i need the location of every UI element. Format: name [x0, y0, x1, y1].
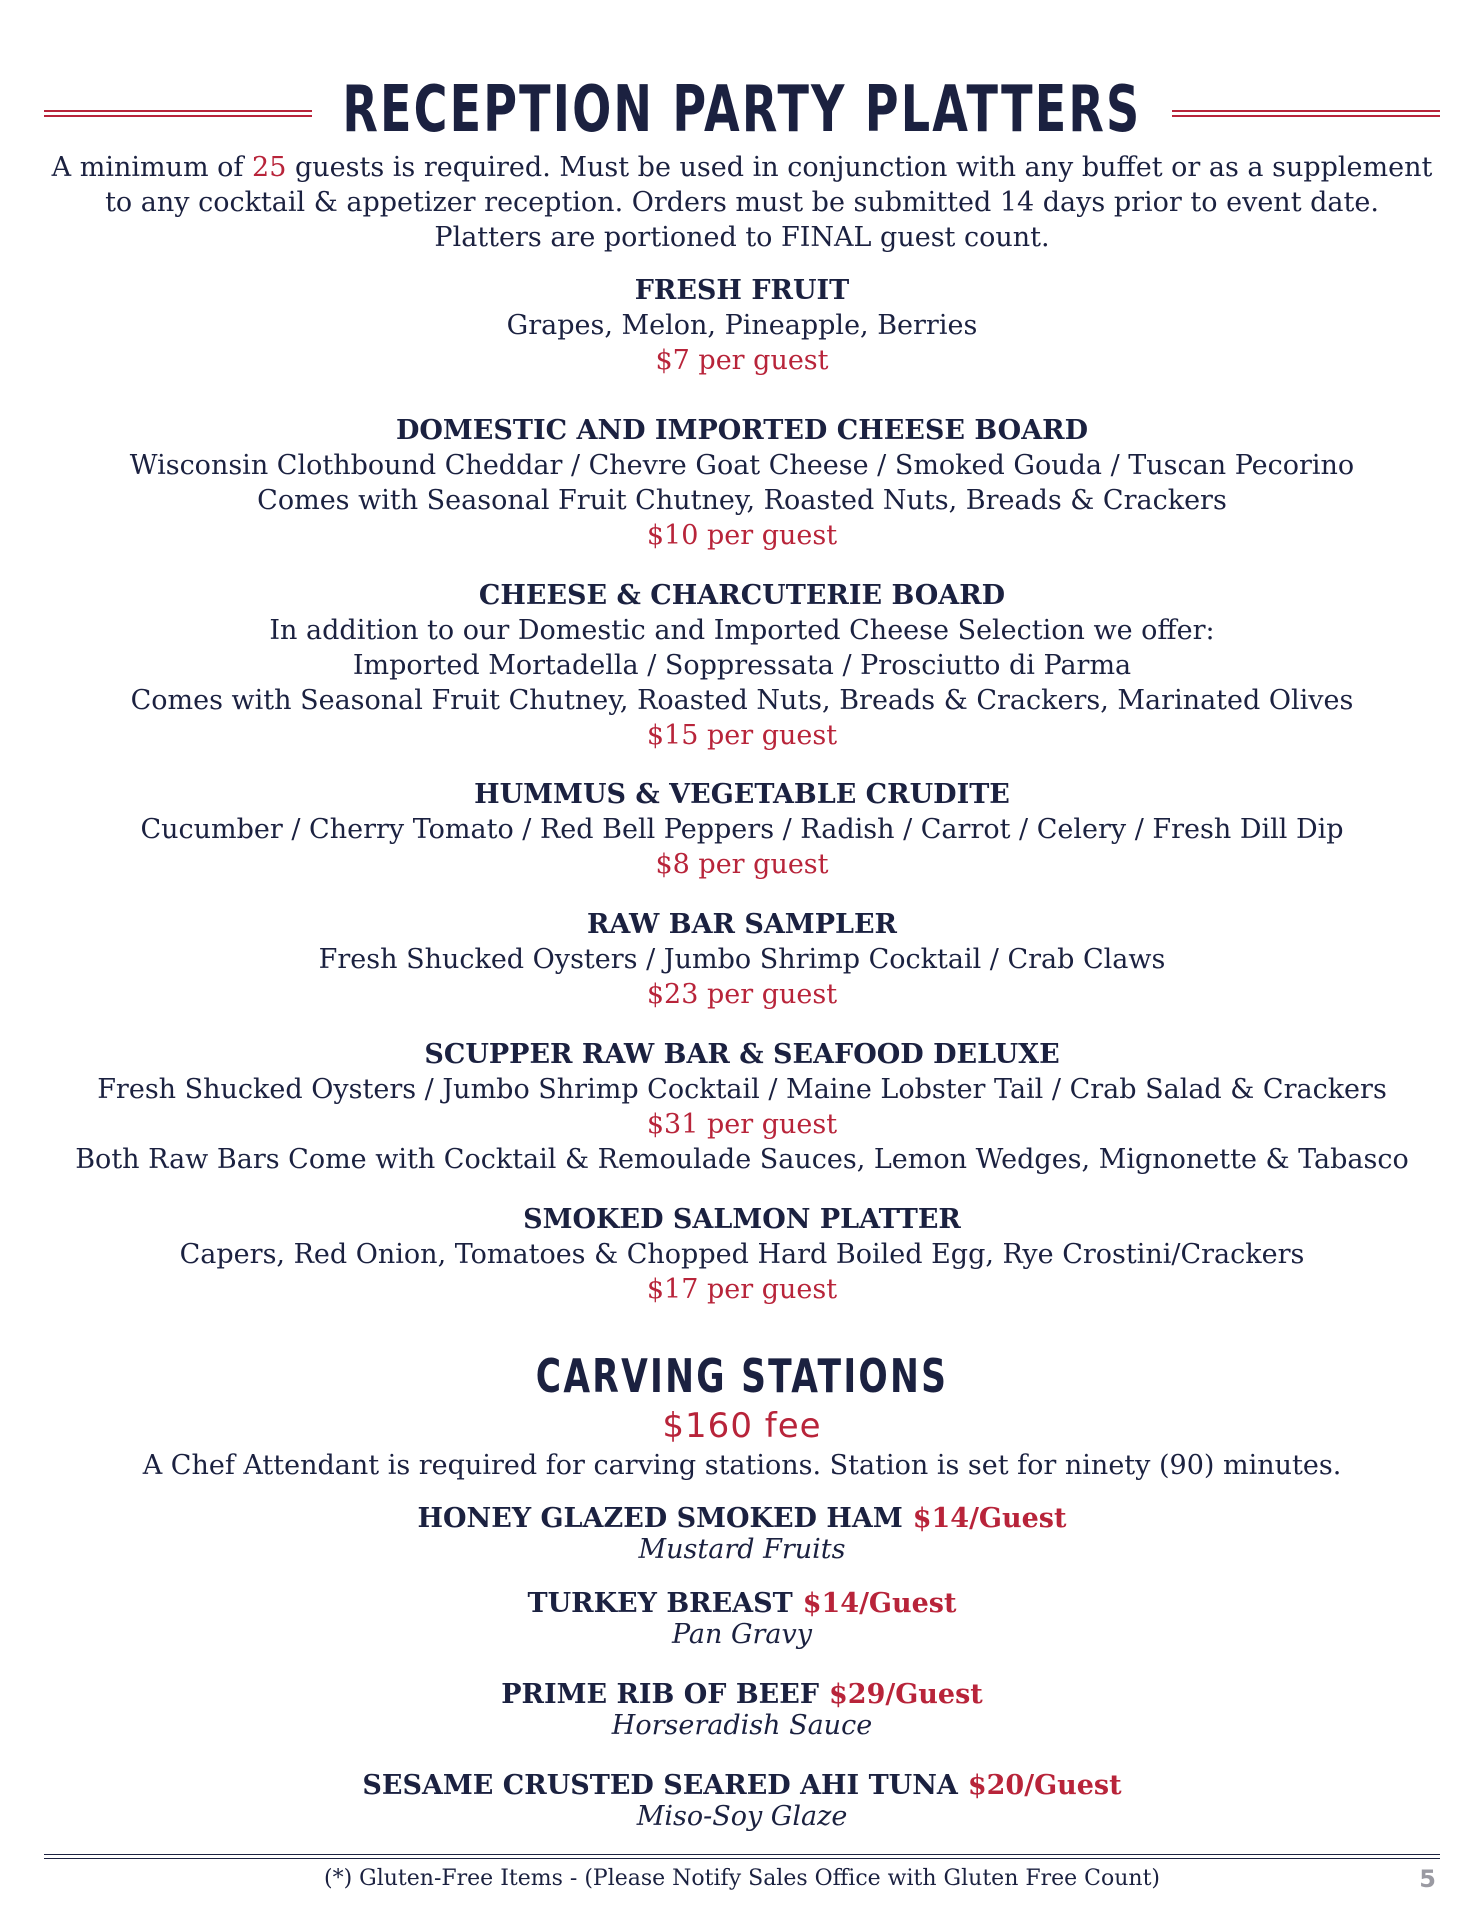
intro-line-2: to any cocktail & appetizer reception. Orders must be submitted 14 days prior to event date.	[105, 187, 1379, 218]
platter-price: $17 per guest	[646, 1274, 838, 1305]
page-header	[0, 70, 1484, 150]
raw-bar-note: Both Raw Bars Come with Cocktail & Remoulade Sauces, Lemon Wedges, Mignonette & Tabasco	[75, 1144, 1409, 1175]
header-rule-right	[1172, 110, 1440, 112]
platter-title: HUMMUS & VEGETABLE CRUDITE	[474, 779, 1010, 810]
footer-rule	[44, 1854, 1440, 1855]
carving-item-ahi-tuna	[40, 1770, 1444, 1832]
carving-item-name: SESAME CRUSTED SEARED AHI TUNA	[362, 1770, 958, 1801]
carving-item-accompaniment: Pan Gravy	[671, 1619, 813, 1650]
intro-line-1-pre: A minimum of	[51, 152, 253, 183]
carving-item-turkey	[40, 1588, 1444, 1650]
intro-line-1	[40, 150, 1444, 185]
platter-cheese-board	[40, 413, 1444, 553]
page-number: 5	[1419, 1865, 1436, 1893]
intro-text	[40, 150, 1444, 255]
intro-line-3: Platters are portioned to FINAL guest count.	[434, 222, 1050, 253]
platter-charcuterie-board	[40, 578, 1444, 753]
carving-item-accompaniment: Miso-Soy Glaze	[636, 1801, 848, 1832]
platter-title: RAW BAR SAMPLER	[586, 909, 897, 940]
platter-description: Fresh Shucked Oysters / Jumbo Shrimp Cocktail / Crab Claws	[318, 944, 1166, 975]
platter-description: Grapes, Melon, Pineapple, Berries	[506, 310, 978, 341]
carving-stations-title: CARVING STATIONS	[535, 1349, 949, 1403]
carving-item-name: TURKEY BREAST	[527, 1588, 793, 1619]
platter-price: $10 per guest	[646, 520, 838, 551]
minimum-guest-count: 25	[252, 152, 287, 183]
page-title: RECEPTION PARTY PLATTERS	[342, 73, 1142, 147]
carving-item-prime-rib	[40, 1679, 1444, 1741]
carving-fee: $160 fee	[662, 1406, 822, 1446]
platter-title: FRESH FRUIT	[634, 275, 850, 306]
carving-item-price: $14/Guest	[802, 1588, 957, 1619]
carving-item-name: HONEY GLAZED SMOKED HAM	[417, 1503, 903, 1534]
platter-description: Fresh Shucked Oysters / Jumbo Shrimp Cocktail / Maine Lobster Tail / Crab Salad & Crackers	[97, 1074, 1387, 1105]
carving-stations-header	[40, 1348, 1444, 1483]
platter-title: DOMESTIC AND IMPORTED CHEESE BOARD	[395, 415, 1089, 446]
platter-hummus-crudite	[40, 777, 1444, 882]
platter-description: Capers, Red Onion, Tomatoes & Chopped Hard Boiled Egg, Rye Crostini/Crackers	[179, 1239, 1305, 1270]
carving-item-accompaniment: Mustard Fruits	[638, 1534, 846, 1565]
carving-item-price: $29/Guest	[829, 1679, 983, 1710]
platter-title: CHEESE & CHARCUTERIE BOARD	[478, 580, 1006, 611]
platter-description: In addition to our Domestic and Imported Cheese Selection we offer:	[269, 615, 1215, 646]
platter-price: $31 per guest	[646, 1109, 838, 1140]
carving-item-title	[40, 1679, 1444, 1711]
carving-item-ham	[40, 1503, 1444, 1565]
platter-scupper-raw-bar	[40, 1037, 1444, 1177]
carving-item-price: $20/Guest	[967, 1770, 1122, 1801]
header-rule-left	[44, 110, 312, 112]
platter-title: SMOKED SALMON PLATTER	[523, 1204, 961, 1235]
carving-item-title	[40, 1588, 1444, 1620]
platter-raw-bar-sampler	[40, 907, 1444, 1012]
platter-description: Cucumber / Cherry Tomato / Red Bell Peppers / Radish / Carrot / Celery / Fresh Dill Dip	[140, 814, 1344, 845]
platter-price: $8 per guest	[655, 849, 829, 880]
platter-price: $15 per guest	[646, 720, 838, 751]
platter-description: Comes with Seasonal Fruit Chutney, Roasted Nuts, Breads & Crackers, Marinated Olives	[130, 685, 1354, 716]
platter-description: Comes with Seasonal Fruit Chutney, Roasted Nuts, Breads & Crackers	[257, 485, 1227, 516]
footer-note: (*) Gluten-Free Items - (Please Notify Sales Office with Gluten Free Count)	[323, 1866, 1161, 1891]
platter-title: SCUPPER RAW BAR & SEAFOOD DELUXE	[424, 1039, 1060, 1070]
carving-note: A Chef Attendant is required for carving stations. Station is set for ninety (90) minutes.	[142, 1450, 1342, 1481]
platter-description: Wisconsin Clothbound Cheddar / Chevre Goat Cheese / Smoked Gouda / Tuscan Pecorino	[129, 450, 1355, 481]
platter-description: Imported Mortadella / Soppressata / Prosciutto di Parma	[352, 650, 1132, 681]
carving-item-name: PRIME RIB OF BEEF	[501, 1679, 819, 1710]
intro-line-1-post: guests is required. Must be used in conjunction with any buffet or as a supplement	[286, 152, 1433, 183]
carving-item-accompaniment: Horseradish Sauce	[611, 1710, 873, 1741]
carving-item-title	[40, 1770, 1444, 1802]
platter-price: $23 per guest	[646, 979, 838, 1010]
platter-price: $7 per guest	[655, 345, 829, 376]
platter-fresh-fruit	[40, 273, 1444, 378]
carving-item-title	[40, 1503, 1444, 1535]
carving-item-price: $14/Guest	[912, 1503, 1067, 1534]
platter-smoked-salmon	[40, 1202, 1444, 1307]
